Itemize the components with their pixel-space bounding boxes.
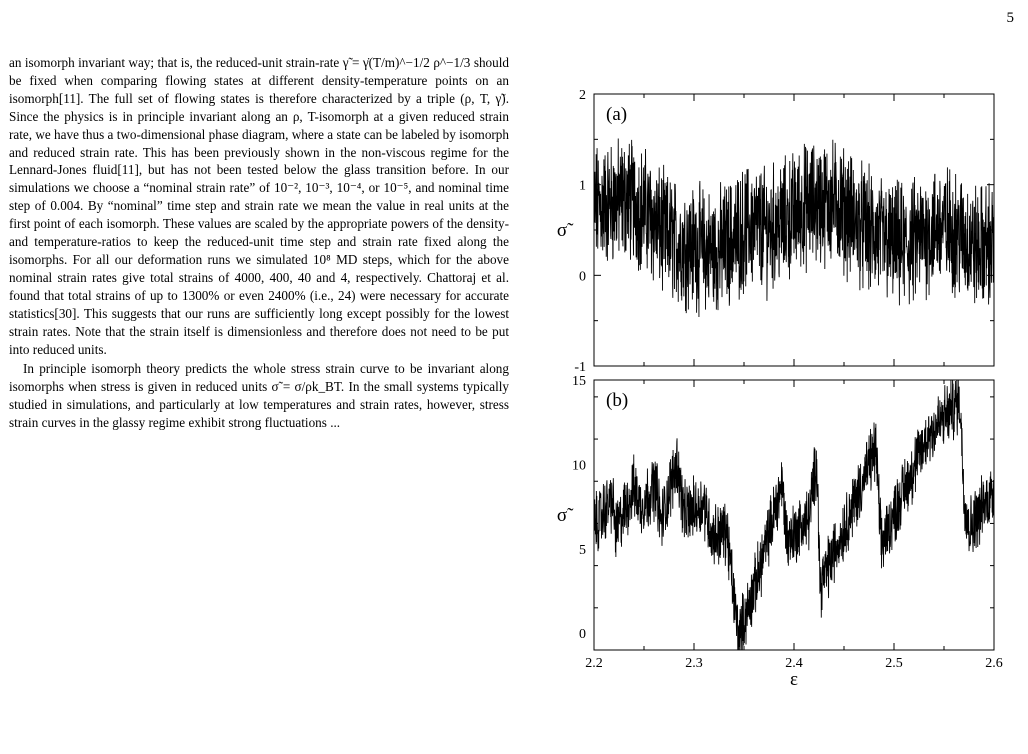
stress-strain-figure-svg (540, 82, 1020, 702)
text-column (9, 54, 509, 432)
y-tick-label: 5 (579, 542, 586, 558)
y-tick-label: 0 (579, 627, 586, 643)
x-tick-label: 2.2 (585, 656, 603, 671)
y-axis-label: σ̃ (556, 220, 568, 241)
y-tick-label: 1 (579, 178, 586, 194)
paragraph-1: an isomorph invariant way; that is, the reduced-unit strain-rate γ̃ = γ̇(T/m)^−1/2 ρ^−1/3 should be fixed when comparing flowing states at different density-temperature points on an isomorph[11]. The full set of flowing states is therefore characterized by a triple (ρ, T, γ̃). Since the physics is in principle invariant along an ρ, T-isomorph at a given reduced strain rate, we have thus a two-dimensional phase diagram, where a state can be labeled by isomorph and reduced strain rate. This has been previously shown in the non-viscous regime for the Lennard-Jones fluid[11], but has not been tested below the glass transition before. In our simulations we choose a “nominal strain rate” of 10⁻², 10⁻³, 10⁻⁴, or 10⁻⁵, and nominal time step of 0.004. By “nominal” time step and strain rate we mean the value in real units at the first point of each isomorph. These values are scaled by the appropriate powers of the density- and temperature-ratios to keep the reduced-unit time step and strain rate fixed along the isomorphs. For all our deformation runs we simulated 10⁸ MD steps, which for the above nominal strain rates give total strains of 4000, 400, 40 and 4, respectively. Chattoraj et al. found that total strains of up to 1300% or even 2400% (i.e., 24) were necessary for accurate statistics[30]. This suggests that our runs are sufficiently long except possibly for the lowest strain rates. Note that the strain itself is dimensionless and therefore does not need to be put into reduced units. (9, 55, 509, 357)
x-tick-label: 2.5 (885, 656, 903, 671)
x-tick-label: 2.4 (785, 656, 803, 671)
series-line-b (594, 380, 994, 650)
x-tick-label: 2.3 (685, 656, 703, 671)
paragraph-2: In principle isomorph theory predicts the whole stress strain curve to be invariant along isomorphs when stress is given in reduced units σ̃ = σ/ρk_BT. In the small systems typically studied in simulations, and particularly at low temperatures and strain rates, however, stress strain curves in the glassy regime exhibit strong fluctuations ... (9, 361, 509, 431)
panel-label-a: (a) (606, 104, 628, 125)
panel-label-b: (b) (606, 390, 629, 411)
y-tick-label: 10 (572, 458, 586, 474)
figure-stress-strain (540, 82, 1020, 702)
x-axis-label: ε (790, 669, 798, 690)
series-line-a (594, 138, 994, 317)
x-tick-label: 2.6 (985, 656, 1003, 671)
y-tick-label: 2 (579, 88, 586, 103)
y-tick-label: 15 (572, 374, 586, 389)
y-axis-label: σ̃ (556, 505, 568, 526)
y-tick-label: -1 (574, 360, 586, 375)
page-number: 5 (1006, 10, 1014, 26)
y-tick-label: 0 (579, 269, 586, 285)
